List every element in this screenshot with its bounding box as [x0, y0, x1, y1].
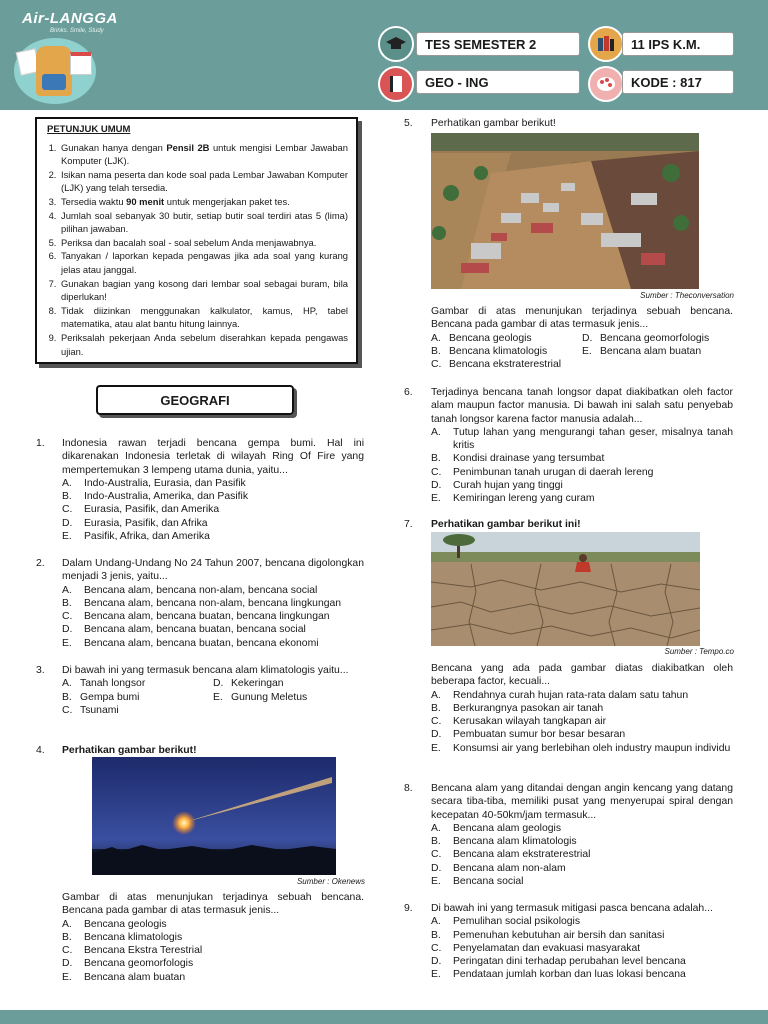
option-letter: C. — [62, 704, 73, 716]
question-text: Di bawah ini yang termasuk mitigasi pasca bencana adalah... — [431, 903, 713, 914]
answer-option — [62, 918, 364, 931]
question-number: 1. — [36, 438, 45, 449]
option-text: Pemenuhan kebutuhan air bersih dan sanitasi — [453, 929, 665, 941]
question-text: Indonesia rawan terjadi bencana gempa bumi. Hal ini dikarenakan Indonesia terletak di wilayah Ring Of Fire yang mempertemukan 3 lempeng utama dunia, yaitu... — [62, 438, 364, 476]
answer-option — [213, 677, 364, 690]
answer-option — [431, 942, 733, 955]
answer-option — [431, 955, 733, 968]
option-text: Bencana alam klimatologis — [453, 836, 577, 848]
class-label: 11 IPS K.M. — [622, 32, 734, 56]
answer-option — [62, 931, 364, 944]
instruction-item: 3. Tersedia waktu 90 menit untuk mengerjakan paket tes. — [59, 195, 348, 209]
option-letter: C. — [62, 611, 73, 623]
option-letter: A. — [62, 584, 72, 596]
answer-option — [62, 957, 364, 970]
question-number: 7. — [404, 519, 413, 530]
option-letter: B. — [62, 931, 72, 943]
option-text: Bencana alam, bencana non-alam, bencana lingkungan — [84, 597, 342, 609]
question-5 — [404, 117, 734, 133]
option-letter: E. — [431, 969, 441, 981]
option-letter: E. — [431, 742, 441, 754]
question-text: Bencana yang ada pada gambar diatas diakibatkan oleh beberapa factor, kecuali... — [431, 663, 733, 688]
option-text: Kerusakan wilayah tangkapan air — [453, 716, 607, 728]
graduation-cap-icon — [378, 26, 414, 62]
question-text: Terjadinya bencana tanah longsor dapat diakibatkan oleh factor alam maupun factor manusia. Di bawah ini salah satu penyebab tanah longsor karena factor manusia adalah... — [431, 387, 733, 425]
option-letter: A. — [431, 689, 441, 701]
option-letter: C. — [431, 942, 442, 954]
question-7-body — [431, 662, 734, 772]
option-letter: E. — [582, 345, 592, 357]
answer-option — [62, 584, 364, 597]
option-letter: C. — [62, 504, 73, 516]
answer-option — [62, 971, 364, 984]
answer-option — [431, 426, 733, 453]
answer-option — [431, 862, 733, 875]
option-letter: C. — [431, 359, 442, 371]
option-text: Peringatan dini terhadap perubahan level bencana — [453, 956, 686, 968]
option-letter: B. — [431, 929, 441, 941]
option-letter: C. — [431, 849, 442, 861]
question-text: Dalam Undang-Undang No 24 Tahun 2007, bencana digolongkan menjadi 3 jenis, yaitu... — [62, 558, 364, 583]
option-text: Tutup lahan yang mengurangi tahan geser, misalnya tanah kritis — [453, 426, 733, 452]
answer-option — [431, 835, 733, 848]
option-letter: A. — [62, 678, 72, 690]
option-text: Kekeringan — [231, 678, 284, 690]
instructions-list — [45, 141, 348, 359]
answer-option — [62, 503, 364, 516]
option-text: Bencana geomorfologis — [84, 958, 194, 970]
option-text: Curah hujan yang tinggi — [453, 480, 563, 492]
books-icon — [588, 26, 624, 62]
option-text: Pasifik, Afrika, dan Amerika — [84, 531, 210, 543]
flood-photo — [431, 133, 699, 289]
option-text: Bencana alam ekstraterestrial — [453, 849, 591, 861]
answer-option — [582, 345, 733, 358]
option-text: Gunung Meletus — [231, 691, 308, 703]
option-text: Indo-Australia, Amerika, dan Pasifik — [84, 491, 249, 503]
answer-option — [431, 848, 733, 861]
option-letter: E. — [62, 531, 72, 543]
answer-option — [431, 968, 733, 981]
answer-option — [431, 715, 733, 728]
section-title: GEOGRAFI — [96, 385, 294, 415]
answer-option — [431, 332, 582, 345]
question-text: Gambar di atas menunjukan terjadinya sebuah bencana. Bencana pada gambar di atas termasuk jenis... — [62, 892, 364, 917]
instruction-item: 1. Gunakan hanya dengan Pensil 2B untuk mengisi Lembar Jawaban Komputer (LJK). — [59, 141, 348, 168]
option-letter: A. — [431, 426, 441, 438]
question-1 — [36, 437, 366, 547]
question-9 — [404, 902, 734, 988]
option-letter: B. — [431, 345, 441, 357]
instructions-title: PETUNJUK UMUM — [47, 124, 131, 135]
instruction-item: 2. Isikan nama peserta dan kode soal pada Lembar Jawaban Komputer (LJK) yang telah tersedia. — [59, 168, 348, 195]
exam-title: TES SEMESTER 2 — [416, 32, 580, 56]
option-letter: B. — [62, 491, 72, 503]
general-instructions — [35, 117, 358, 364]
option-letter: B. — [431, 453, 441, 465]
question-number: 5. — [404, 118, 413, 129]
option-text: Bencana alam, bencana buatan, bencana ekonomi — [84, 637, 319, 649]
option-letter: D. — [431, 729, 442, 741]
option-text: Gempa bumi — [80, 691, 140, 703]
answer-option — [431, 689, 733, 702]
palette-icon — [588, 66, 624, 102]
image-source: Sumber : Okenews — [296, 877, 365, 886]
option-letter: D. — [431, 862, 442, 874]
option-text: Tanah longsor — [80, 678, 146, 690]
question-text: Bencana alam yang ditandai dengan angin kencang yang datang secara tiba-tiba, memiliki pusat yang menyerupai spiral dengan kecepatan 40-50km/jam termasuk... — [431, 783, 733, 821]
answer-option — [431, 702, 733, 715]
option-letter: C. — [431, 716, 442, 728]
question-2 — [36, 557, 366, 657]
option-text: Bencana alam geologis — [453, 822, 562, 834]
answer-option — [431, 345, 582, 358]
option-text: Kondisi drainase yang tersumbat — [453, 453, 605, 465]
option-text: Penimbunan tanah urugan di daerah lereng — [453, 466, 654, 478]
answer-option — [431, 742, 733, 755]
answer-option — [62, 691, 213, 704]
option-text: Bencana alam non-alam — [453, 862, 566, 874]
answer-option — [62, 490, 364, 503]
answer-option — [431, 929, 733, 942]
option-text: Pendataan jumlah korban dan luas lokasi bencana — [453, 969, 686, 981]
option-letter: E. — [62, 971, 72, 983]
option-letter: D. — [582, 332, 593, 344]
answer-option — [62, 517, 364, 530]
option-text: Berkurangnya pasokan air tanah — [453, 702, 604, 714]
option-text: Tsunami — [80, 704, 119, 716]
option-letter: C. — [431, 466, 442, 478]
answer-option — [431, 822, 733, 835]
option-letter: A. — [62, 477, 72, 489]
answer-option — [62, 610, 364, 623]
option-text: Bencana alam, bencana buatan, bencana social — [84, 624, 306, 636]
option-text: Bencana Ekstra Terestrial — [84, 945, 203, 957]
logo-text: Air-LANGGA — [22, 10, 118, 27]
question-6 — [404, 386, 734, 506]
meteor-photo — [92, 757, 336, 875]
option-letter: C. — [62, 945, 73, 957]
option-letter: E. — [62, 637, 72, 649]
option-text: Bencana alam buatan — [84, 971, 186, 983]
option-text: Bencana klimatologis — [84, 931, 183, 943]
option-letter: E. — [431, 493, 441, 505]
option-text: Bencana ekstraterestrial — [449, 359, 562, 371]
option-text: Bencana social — [453, 876, 524, 888]
option-text: Rendahnya curah hujan rata-rata dalam satu tahun — [453, 689, 689, 701]
instruction-item: 9. Periksalah pekerjaan Anda sebelum diserahkan kepada pengawas ujian. — [59, 331, 348, 358]
option-text: Penyelamatan dan evakuasi masyarakat — [453, 942, 641, 954]
option-letter: A. — [431, 822, 441, 834]
answer-option — [431, 466, 733, 479]
option-letter: D. — [431, 956, 442, 968]
option-letter: B. — [62, 691, 72, 703]
option-text: Bencana alam, bencana buatan, bencana lingkungan — [84, 611, 330, 623]
image-source: Sumber : Theconversation — [640, 291, 734, 300]
option-text: Pemulihan social psikologis — [453, 916, 581, 928]
option-text: Bencana geologis — [449, 332, 532, 344]
option-text: Bencana klimatologis — [449, 345, 548, 357]
answer-option — [213, 691, 364, 704]
option-text: Eurasia, Pasifik, dan Amerika — [84, 504, 220, 516]
exam-code: KODE : 817 — [622, 70, 734, 94]
notebook-icon — [378, 66, 414, 102]
header-banner — [0, 0, 768, 110]
option-letter: A. — [62, 918, 72, 930]
question-8 — [404, 782, 734, 892]
question-text: Perhatikan gambar berikut! — [431, 118, 556, 129]
answer-option — [62, 477, 364, 490]
subject-label: GEO - ING — [416, 70, 580, 94]
answer-option — [62, 944, 364, 957]
option-letter: A. — [431, 916, 441, 928]
calendar-icon — [70, 52, 92, 75]
drought-photo — [431, 532, 700, 646]
question-number: 3. — [36, 665, 45, 676]
option-letter: E. — [431, 876, 441, 888]
question-text: Perhatikan gambar berikut! — [62, 745, 197, 756]
answer-option — [62, 637, 364, 650]
option-letter: D. — [62, 624, 73, 636]
option-letter: B. — [431, 702, 441, 714]
image-source: Sumber : Tempo.co — [664, 647, 734, 656]
answer-option — [62, 530, 364, 543]
option-text: Konsumsi air yang berlebihan oleh industry maupun individu — [453, 742, 731, 754]
answer-option — [582, 332, 733, 345]
answer-option — [62, 597, 364, 610]
logo-tagline: Brinks. Smile, Study — [50, 28, 104, 34]
option-text: Bencana alam, bencana non-alam, bencana social — [84, 584, 318, 596]
answer-option — [431, 728, 733, 741]
question-4-body — [62, 891, 366, 991]
instruction-item: 5. Periksa dan bacalah soal - soal sebelum Anda menjawabnya. — [59, 236, 348, 250]
option-letter: D. — [213, 678, 224, 690]
option-letter: D. — [62, 958, 73, 970]
answer-option — [62, 677, 213, 690]
footer-bar — [0, 1010, 768, 1024]
option-text: Kemiringan lereng yang curam — [453, 493, 595, 505]
answer-option — [431, 358, 582, 371]
answer-option — [431, 452, 733, 465]
option-text: Indo-Australia, Eurasia, dan Pasifik — [84, 477, 246, 489]
question-text: Gambar di atas menunjukan terjadinya sebuah bencana. Bencana pada gambar di atas termasuk jenis... — [431, 306, 733, 331]
instruction-item: 8. Tidak diizinkan menggunakan kalkulator, kamus, HP, tabel matematika, atau alat bantu hitung lainnya. — [59, 304, 348, 331]
option-text: Bencana alam buatan — [600, 345, 702, 357]
question-number: 6. — [404, 387, 413, 398]
backpack-pocket — [42, 74, 66, 90]
answer-option — [431, 875, 733, 888]
instruction-item: 6. Tanyakan / laporkan kepada pengawas jika ada soal yang kurang jelas atau janggal. — [59, 249, 348, 276]
option-text: Pembuatan sumur bor besar besaran — [453, 729, 626, 741]
question-text: Perhatikan gambar berikut ini! — [431, 519, 581, 530]
option-letter: E. — [213, 691, 223, 703]
answer-option — [431, 915, 733, 928]
instruction-item: 7. Gunakan bagian yang kosong dari lembar soal sebagai buram, bila diperlukan! — [59, 277, 348, 304]
option-letter: D. — [62, 517, 73, 529]
question-number: 2. — [36, 558, 45, 569]
answer-option — [431, 492, 733, 505]
option-letter: B. — [431, 836, 441, 848]
instruction-item: 4. Jumlah soal sebanyak 30 butir, setiap butir soal terdiri atas 5 (lima) pilihan jawaban. — [59, 209, 348, 236]
option-text: Eurasia, Pasifik, dan Afrika — [84, 517, 208, 529]
answer-option — [62, 623, 364, 636]
question-number: 9. — [404, 903, 413, 914]
answer-option — [431, 479, 733, 492]
option-letter: D. — [431, 480, 442, 492]
question-number: 4. — [36, 745, 45, 756]
answer-option — [62, 704, 213, 717]
option-text: Bencana geologis — [84, 918, 167, 930]
question-3 — [36, 664, 366, 734]
question-number: 8. — [404, 783, 413, 794]
question-text: Di bawah ini yang termasuk bencana alam klimatologis yaitu... — [62, 665, 349, 676]
option-letter: A. — [431, 332, 441, 344]
option-text: Bencana geomorfologis — [600, 332, 710, 344]
question-5-body — [431, 305, 734, 375]
option-letter: B. — [62, 597, 72, 609]
